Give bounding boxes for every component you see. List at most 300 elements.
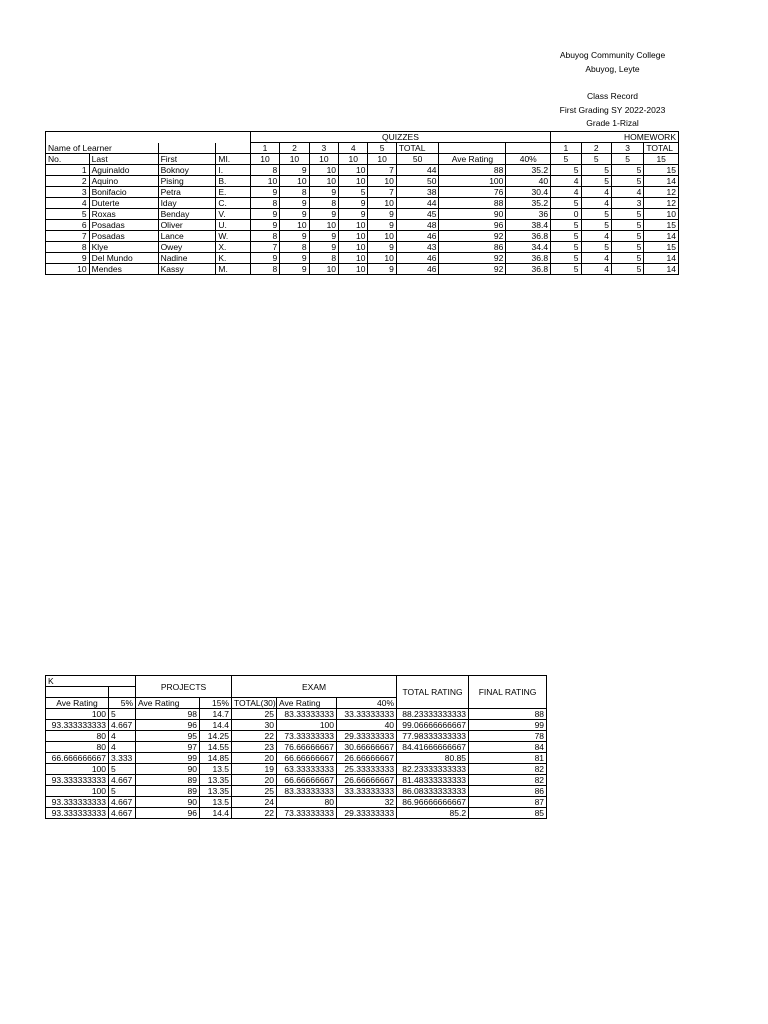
quiz-score: 10 xyxy=(309,176,338,187)
quizzes-homework-table xyxy=(45,131,679,275)
homework-header: HOMEWORK xyxy=(551,132,679,143)
projects-pct: 14.55 xyxy=(200,742,232,753)
quiz-score: 10 xyxy=(368,198,396,209)
quiz-score: 10 xyxy=(339,165,368,176)
header-row-columns xyxy=(46,154,679,165)
learner-row xyxy=(46,231,679,242)
homework-ave-rating: 80 xyxy=(46,731,109,742)
final-rating: 88 xyxy=(469,709,547,720)
quiz-score: 8 xyxy=(309,198,338,209)
exam-total: 19 xyxy=(232,764,277,775)
exam-ave-rating: 66.66666667 xyxy=(277,775,337,786)
quiz-items-header: 10 xyxy=(309,154,338,165)
homework-score: 5 xyxy=(581,176,611,187)
quiz-total: 46 xyxy=(396,264,439,275)
rating-row xyxy=(46,797,547,808)
quiz-pct: 35.2 xyxy=(506,165,551,176)
learner-first-name: Lance xyxy=(158,231,216,242)
quiz-score: 9 xyxy=(339,198,368,209)
exam-total-header: TOTAL(30) xyxy=(232,698,277,709)
homework-ave-rating: 93.333333333 xyxy=(46,775,109,786)
quiz-total: 48 xyxy=(396,220,439,231)
quiz-score: 8 xyxy=(250,264,279,275)
homework-total: 15 xyxy=(644,165,679,176)
quiz-score: 9 xyxy=(368,209,396,220)
homework-score: 4 xyxy=(581,253,611,264)
learner-no: 6 xyxy=(46,220,90,231)
quiz-score: 9 xyxy=(339,209,368,220)
homework-score: 5 xyxy=(551,231,581,242)
school-name: Abuyog Community College xyxy=(559,50,666,60)
learner-first-name: Petra xyxy=(158,187,216,198)
quiz-total-header: TOTAL xyxy=(396,143,439,154)
final-rating: 78 xyxy=(469,731,547,742)
projects-pct: 14.4 xyxy=(200,808,232,819)
quiz-score: 10 xyxy=(339,220,368,231)
projects-pct: 13.35 xyxy=(200,786,232,797)
total-rating: 77.98333333333 xyxy=(397,731,469,742)
homework-score: 5 xyxy=(611,176,643,187)
learner-last-name: Roxas xyxy=(89,209,158,220)
rating-row xyxy=(46,764,547,775)
quiz-items-header: 10 xyxy=(339,154,368,165)
learner-first-name: Owey xyxy=(158,242,216,253)
quiz-ave-rating: 92 xyxy=(439,231,506,242)
exam-pct: 33.33333333 xyxy=(337,786,397,797)
learner-row xyxy=(46,198,679,209)
quiz-ave-rating: 88 xyxy=(439,165,506,176)
quiz-score: 9 xyxy=(280,264,309,275)
quiz-score: 10 xyxy=(280,220,309,231)
quiz-score: 9 xyxy=(280,253,309,264)
projects-pct: 13.35 xyxy=(200,775,232,786)
homework-score: 4 xyxy=(611,187,643,198)
header-row-sections xyxy=(46,676,547,687)
homework-score: 5 xyxy=(581,242,611,253)
learner-mi: I. xyxy=(216,165,250,176)
learner-last-name: Aguinaldo xyxy=(89,165,158,176)
grading-period: First Grading SY 2022-2023 xyxy=(559,105,666,115)
final-rating: 84 xyxy=(469,742,547,753)
homework-score: 5 xyxy=(581,165,611,176)
rating-row xyxy=(46,808,547,819)
projects-pct: 14.7 xyxy=(200,709,232,720)
learner-row xyxy=(46,242,679,253)
projects-ave-rating-header: Ave Rating xyxy=(136,698,200,709)
homework-items-header: 5 xyxy=(581,154,611,165)
homework-pct: 5 xyxy=(109,786,136,797)
total-rating: 99.06666666667 xyxy=(397,720,469,731)
homework-score: 4 xyxy=(581,198,611,209)
total-rating: 86.08333333333 xyxy=(397,786,469,797)
homework-total: 14 xyxy=(644,264,679,275)
homework-score: 4 xyxy=(581,231,611,242)
final-rating: 87 xyxy=(469,797,547,808)
projects-pct: 13.5 xyxy=(200,797,232,808)
quiz-score: 8 xyxy=(280,187,309,198)
name-of-learner-header: Name of Learner xyxy=(46,143,159,154)
homework-score: 5 xyxy=(611,220,643,231)
learner-mi: X. xyxy=(216,242,250,253)
quiz-total: 44 xyxy=(396,198,439,209)
quiz-score: 9 xyxy=(280,209,309,220)
exam-ave-rating: 63.33333333 xyxy=(277,764,337,775)
rating-row xyxy=(46,753,547,764)
homework-score: 5 xyxy=(581,209,611,220)
exam-ave-rating: 73.33333333 xyxy=(277,808,337,819)
learner-last-name: Mendes xyxy=(89,264,158,275)
homework-score: 4 xyxy=(551,187,581,198)
homework-number-header: 1 xyxy=(551,143,581,154)
pct-40-header: 40% xyxy=(506,154,551,165)
homework-score: 5 xyxy=(551,198,581,209)
learner-first-name: Kassy xyxy=(158,264,216,275)
exam-pct: 26.66666667 xyxy=(337,775,397,786)
quiz-score: 10 xyxy=(339,231,368,242)
rating-row xyxy=(46,709,547,720)
learner-first-name: Pising xyxy=(158,176,216,187)
homework-score: 5 xyxy=(581,220,611,231)
homework-score: 5 xyxy=(611,264,643,275)
blank-cell xyxy=(109,687,136,698)
quiz-score: 9 xyxy=(280,198,309,209)
quiz-score: 9 xyxy=(309,209,338,220)
exam-ave-rating-header: Ave Rating xyxy=(277,698,337,709)
exam-total: 25 xyxy=(232,709,277,720)
homework-ave-rating: 93.333333333 xyxy=(46,720,109,731)
rating-row xyxy=(46,775,547,786)
exam-pct: 33.33333333 xyxy=(337,709,397,720)
quiz-score: 9 xyxy=(280,165,309,176)
quiz-ave-rating: 88 xyxy=(439,198,506,209)
homework-score: 5 xyxy=(551,165,581,176)
final-rating: 82 xyxy=(469,764,547,775)
quiz-number-header: 1 xyxy=(250,143,279,154)
learner-first-name: Oliver xyxy=(158,220,216,231)
learner-last-name: Duterte xyxy=(89,198,158,209)
exam-pct: 29.33333333 xyxy=(337,808,397,819)
homework-items-header: 5 xyxy=(611,154,643,165)
homework-number-header: 2 xyxy=(581,143,611,154)
exam-pct: 29.33333333 xyxy=(337,731,397,742)
homework-ave-rating: 100 xyxy=(46,709,109,720)
homework-score: 5 xyxy=(551,242,581,253)
quiz-number-header: 5 xyxy=(368,143,396,154)
homework-score: 5 xyxy=(611,165,643,176)
quiz-number-header: 3 xyxy=(309,143,338,154)
projects-score: 89 xyxy=(136,775,200,786)
exam-ave-rating: 83.33333333 xyxy=(277,786,337,797)
homework-ave-rating: 93.333333333 xyxy=(46,808,109,819)
learner-no: 9 xyxy=(46,253,90,264)
school-address: Abuyog, Leyte xyxy=(585,64,640,74)
total-rating: 85.2 xyxy=(397,808,469,819)
homework-score: 5 xyxy=(611,253,643,264)
projects-pct: 14.25 xyxy=(200,731,232,742)
homework-pct: 5 xyxy=(109,709,136,720)
total-rating: 84.41666666667 xyxy=(397,742,469,753)
exam-pct-header: 40% xyxy=(337,698,397,709)
quiz-score: 10 xyxy=(368,231,396,242)
exam-header: EXAM xyxy=(232,676,397,698)
learner-row xyxy=(46,165,679,176)
projects-score: 90 xyxy=(136,797,200,808)
learner-row xyxy=(46,209,679,220)
homework-total: 15 xyxy=(644,220,679,231)
learner-row xyxy=(46,187,679,198)
homework-ave-rating: 66.666666667 xyxy=(46,753,109,764)
learner-mi: U. xyxy=(216,220,250,231)
homework-total: 10 xyxy=(644,209,679,220)
final-rating: 99 xyxy=(469,720,547,731)
quiz-score: 10 xyxy=(368,176,396,187)
projects-score: 90 xyxy=(136,764,200,775)
quiz-pct: 36 xyxy=(506,209,551,220)
learner-no: 2 xyxy=(46,176,90,187)
learner-mi: B. xyxy=(216,176,250,187)
exam-total: 22 xyxy=(232,731,277,742)
learner-no: 1 xyxy=(46,165,90,176)
quiz-pct: 38.4 xyxy=(506,220,551,231)
quiz-pct: 36.8 xyxy=(506,253,551,264)
homework-score: 5 xyxy=(611,242,643,253)
homework-score: 4 xyxy=(581,264,611,275)
quiz-score: 10 xyxy=(250,176,279,187)
projects-score: 95 xyxy=(136,731,200,742)
rating-row xyxy=(46,742,547,753)
final-rating-header: FINAL RATING xyxy=(469,676,547,709)
final-rating: 85 xyxy=(469,808,547,819)
quiz-score: 9 xyxy=(368,264,396,275)
col-first-header: First xyxy=(158,154,216,165)
homework-total: 14 xyxy=(644,231,679,242)
learner-mi: K. xyxy=(216,253,250,264)
col-no-header: No. xyxy=(46,154,90,165)
quiz-score: 5 xyxy=(339,187,368,198)
projects-score: 99 xyxy=(136,753,200,764)
homework-score: 4 xyxy=(551,176,581,187)
exam-pct: 32 xyxy=(337,797,397,808)
homework-total: 15 xyxy=(644,242,679,253)
quiz-items-header: 10 xyxy=(250,154,279,165)
learner-first-name: Benday xyxy=(158,209,216,220)
learner-last-name: Bonifacio xyxy=(89,187,158,198)
quiz-total-items: 50 xyxy=(396,154,439,165)
exam-total: 23 xyxy=(232,742,277,753)
quiz-score: 8 xyxy=(250,165,279,176)
projects-exam-table xyxy=(45,675,547,819)
projects-score: 96 xyxy=(136,808,200,819)
projects-score: 97 xyxy=(136,742,200,753)
learner-no: 8 xyxy=(46,242,90,253)
quiz-score: 9 xyxy=(250,187,279,198)
homework-score: 5 xyxy=(551,220,581,231)
quiz-score: 9 xyxy=(309,187,338,198)
quiz-score: 10 xyxy=(339,242,368,253)
learner-row xyxy=(46,264,679,275)
learner-last-name: Klye xyxy=(89,242,158,253)
homework-items-header: 5 xyxy=(551,154,581,165)
blank-cell xyxy=(216,143,250,154)
exam-pct: 26.66666667 xyxy=(337,753,397,764)
quiz-score: 10 xyxy=(368,253,396,264)
quiz-ave-rating: 90 xyxy=(439,209,506,220)
quizzes-header: QUIZZES xyxy=(250,132,550,143)
homework-score: 5 xyxy=(611,209,643,220)
homework-pct-header: 5% xyxy=(109,698,136,709)
homework-ave-rating: 100 xyxy=(46,786,109,797)
blank-cell xyxy=(158,143,216,154)
learner-no: 5 xyxy=(46,209,90,220)
exam-total: 30 xyxy=(232,720,277,731)
quiz-score: 8 xyxy=(250,231,279,242)
blank-cell xyxy=(46,132,251,143)
rating-row xyxy=(46,720,547,731)
homework-total: 12 xyxy=(644,198,679,209)
homework-total-header: TOTAL xyxy=(644,143,679,154)
col-mi-header: MI. xyxy=(216,154,250,165)
quiz-ave-rating: 96 xyxy=(439,220,506,231)
exam-ave-rating: 66.66666667 xyxy=(277,753,337,764)
quiz-score: 10 xyxy=(339,176,368,187)
homework-pct: 4.667 xyxy=(109,808,136,819)
quiz-ave-rating: 76 xyxy=(439,187,506,198)
quiz-total: 46 xyxy=(396,253,439,264)
homework-pct: 4.667 xyxy=(109,775,136,786)
final-rating: 86 xyxy=(469,786,547,797)
learner-last-name: Aquino xyxy=(89,176,158,187)
quiz-total: 44 xyxy=(396,165,439,176)
homework-ave-rating: 93.333333333 xyxy=(46,797,109,808)
exam-pct: 25.33333333 xyxy=(337,764,397,775)
exam-total: 20 xyxy=(232,753,277,764)
quiz-score: 10 xyxy=(309,264,338,275)
homework-ave-rating: 80 xyxy=(46,742,109,753)
learner-last-name: Posadas xyxy=(89,231,158,242)
quiz-score: 10 xyxy=(309,165,338,176)
record-title: Class Record xyxy=(586,91,639,101)
quiz-items-header: 10 xyxy=(368,154,396,165)
learner-no: 3 xyxy=(46,187,90,198)
learner-mi: M. xyxy=(216,264,250,275)
learner-mi: E. xyxy=(216,187,250,198)
quiz-score: 7 xyxy=(368,165,396,176)
learner-row xyxy=(46,176,679,187)
quiz-score: 10 xyxy=(280,176,309,187)
learner-row xyxy=(46,220,679,231)
exam-total: 25 xyxy=(232,786,277,797)
exam-ave-rating: 73.33333333 xyxy=(277,731,337,742)
homework-pct: 4.667 xyxy=(109,720,136,731)
learner-no: 10 xyxy=(46,264,90,275)
quiz-total: 45 xyxy=(396,209,439,220)
learner-mi: C. xyxy=(216,198,250,209)
homework-pct: 4 xyxy=(109,731,136,742)
learner-last-name: Del Mundo xyxy=(89,253,158,264)
quiz-ave-rating: 92 xyxy=(439,264,506,275)
quiz-total: 43 xyxy=(396,242,439,253)
quiz-score: 9 xyxy=(280,231,309,242)
quiz-score: 9 xyxy=(368,220,396,231)
quiz-score: 8 xyxy=(280,242,309,253)
exam-ave-rating: 76.66666667 xyxy=(277,742,337,753)
homework-score: 0 xyxy=(551,209,581,220)
exam-pct: 40 xyxy=(337,720,397,731)
quiz-score: 7 xyxy=(368,187,396,198)
projects-score: 96 xyxy=(136,720,200,731)
homework-pct: 4.667 xyxy=(109,797,136,808)
exam-total: 24 xyxy=(232,797,277,808)
learner-no: 4 xyxy=(46,198,90,209)
homework-ave-rating: 100 xyxy=(46,764,109,775)
quiz-score: 9 xyxy=(250,253,279,264)
homework-total-items: 15 xyxy=(644,154,679,165)
quiz-ave-rating: 92 xyxy=(439,253,506,264)
blank-cell xyxy=(506,143,551,154)
class-section: Grade 1-Rizal xyxy=(586,118,639,128)
homework-pct: 3.333 xyxy=(109,753,136,764)
exam-ave-rating: 83.33333333 xyxy=(277,709,337,720)
total-rating: 80.85 xyxy=(397,753,469,764)
quiz-pct: 36.8 xyxy=(506,231,551,242)
quiz-score: 9 xyxy=(250,209,279,220)
total-rating: 88.23333333333 xyxy=(397,709,469,720)
homework-ave-rating-header: Ave Rating xyxy=(46,698,109,709)
homework-score: 3 xyxy=(611,198,643,209)
col-last-header: Last xyxy=(89,154,158,165)
quiz-score: 9 xyxy=(309,231,338,242)
quiz-score: 9 xyxy=(368,242,396,253)
learner-first-name: Boknoy xyxy=(158,165,216,176)
rating-row xyxy=(46,786,547,797)
quiz-score: 10 xyxy=(339,264,368,275)
homework-pct: 4 xyxy=(109,742,136,753)
homework-score: 5 xyxy=(551,264,581,275)
quiz-score: 7 xyxy=(250,242,279,253)
quiz-pct: 35.2 xyxy=(506,198,551,209)
learner-mi: W. xyxy=(216,231,250,242)
total-rating: 82.23333333333 xyxy=(397,764,469,775)
homework-total: 14 xyxy=(644,253,679,264)
homework-score: 4 xyxy=(581,187,611,198)
homework-number-header: 3 xyxy=(611,143,643,154)
header-row-sections xyxy=(46,132,679,143)
homework-total: 14 xyxy=(644,176,679,187)
blank-cell xyxy=(439,143,506,154)
ave-rating-header: Ave Rating xyxy=(439,154,506,165)
quiz-ave-rating: 100 xyxy=(439,176,506,187)
rating-row xyxy=(46,731,547,742)
projects-pct-header: 15% xyxy=(200,698,232,709)
header-row-numbers xyxy=(46,143,679,154)
quiz-pct: 30.4 xyxy=(506,187,551,198)
learner-last-name: Posadas xyxy=(89,220,158,231)
exam-total: 22 xyxy=(232,808,277,819)
quiz-total: 46 xyxy=(396,231,439,242)
quiz-ave-rating: 86 xyxy=(439,242,506,253)
learner-first-name: Nadine xyxy=(158,253,216,264)
quiz-pct: 36.8 xyxy=(506,264,551,275)
quiz-score: 10 xyxy=(309,220,338,231)
projects-pct: 14.85 xyxy=(200,753,232,764)
quiz-pct: 34.4 xyxy=(506,242,551,253)
quiz-score: 9 xyxy=(250,220,279,231)
homework-pct: 5 xyxy=(109,764,136,775)
quiz-number-header: 2 xyxy=(280,143,309,154)
quiz-number-header: 4 xyxy=(339,143,368,154)
quiz-score: 10 xyxy=(339,253,368,264)
exam-ave-rating: 100 xyxy=(277,720,337,731)
